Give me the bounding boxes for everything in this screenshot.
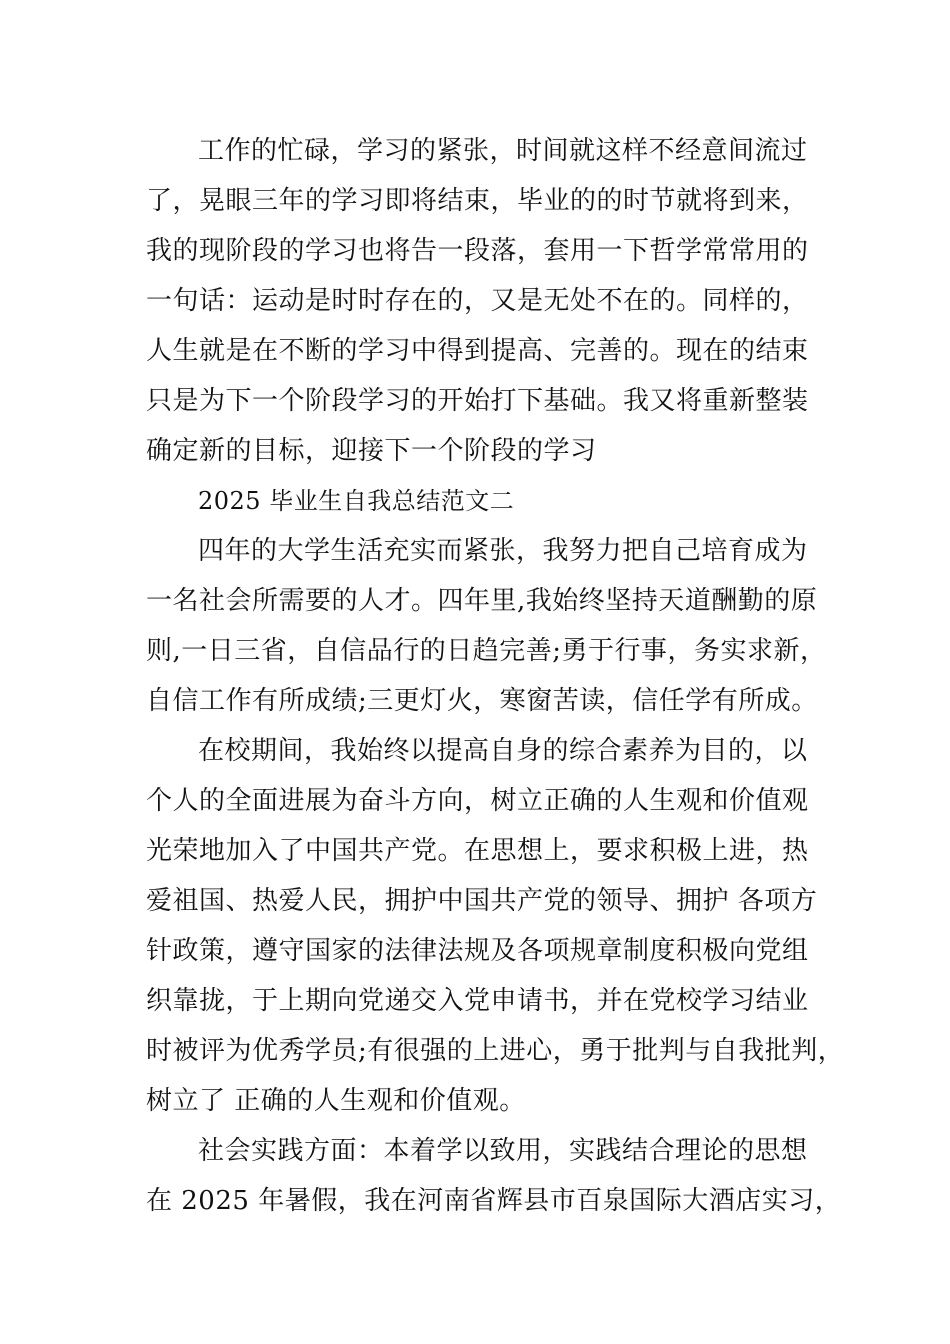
text-line: 织靠拢，于上期向党递交入党申请书，并在党校学习结业 [146, 986, 809, 1016]
text-line: 我的现阶段的学习也将告一段落，套用一下哲学常常用的 [146, 236, 809, 266]
text-line: 时被评为优秀学员;有很强的上进心，勇于批判与自我批判， [146, 1036, 845, 1066]
text-line: 人生就是在不断的学习中得到提高、完善的。现在的结束 [146, 336, 809, 366]
text-line: 树立了 正确的人生观和价值观。 [146, 1086, 526, 1116]
text-line: 四年的大学生活充实而紧张，我努力把自己培育成为 [198, 536, 808, 566]
text-line: 光荣地加入了中国共产党。在思想上，要求积极上进，热 [146, 836, 809, 866]
text-line: 则,一日三省，自信品行的日趋完善;勇于行事，务实求新， [146, 636, 827, 666]
text-line: 确定新的目标，迎接下一个阶段的学习 [146, 436, 597, 466]
text-line: 个人的全面进展为奋斗方向，树立正确的人生观和价值观 [146, 786, 809, 816]
text-line: 社会实践方面：本着学以致用，实践结合理论的思想 [198, 1136, 808, 1166]
text-line: 只是为下一个阶段学习的开始打下基础。我又将重新整装 [146, 386, 809, 416]
text-line: 爱祖国、热爱人民，拥护中国共产党的领导、拥护 各项方 [146, 886, 818, 916]
text-line: 一句话：运动是时时存在的，又是无处不在的。同样的， [146, 286, 809, 316]
section-heading: 2025 毕业生自我总结范文二 [198, 487, 515, 515]
text-line: 针政策，遵守国家的法律法规及各项规章制度积极向党组 [146, 936, 809, 966]
text-line: 自信工作有所成绩;三更灯火，寒窗苦读，信任学有所成。 [146, 686, 818, 716]
text-line: 一名社会所需要的人才。四年里,我始终坚持天道酬勤的原 [146, 586, 818, 616]
text-line: 在 2025 年暑假，我在河南省辉县市百泉国际大酒店实习， [146, 1186, 842, 1216]
text-line: 工作的忙碌，学习的紧张，时间就这样不经意间流过 [198, 136, 808, 166]
text-line: 了，晃眼三年的学习即将结束，毕业的的时节就将到来， [146, 186, 809, 216]
text-line: 在校期间，我始终以提高自身的综合素养为目的，以 [198, 736, 808, 766]
